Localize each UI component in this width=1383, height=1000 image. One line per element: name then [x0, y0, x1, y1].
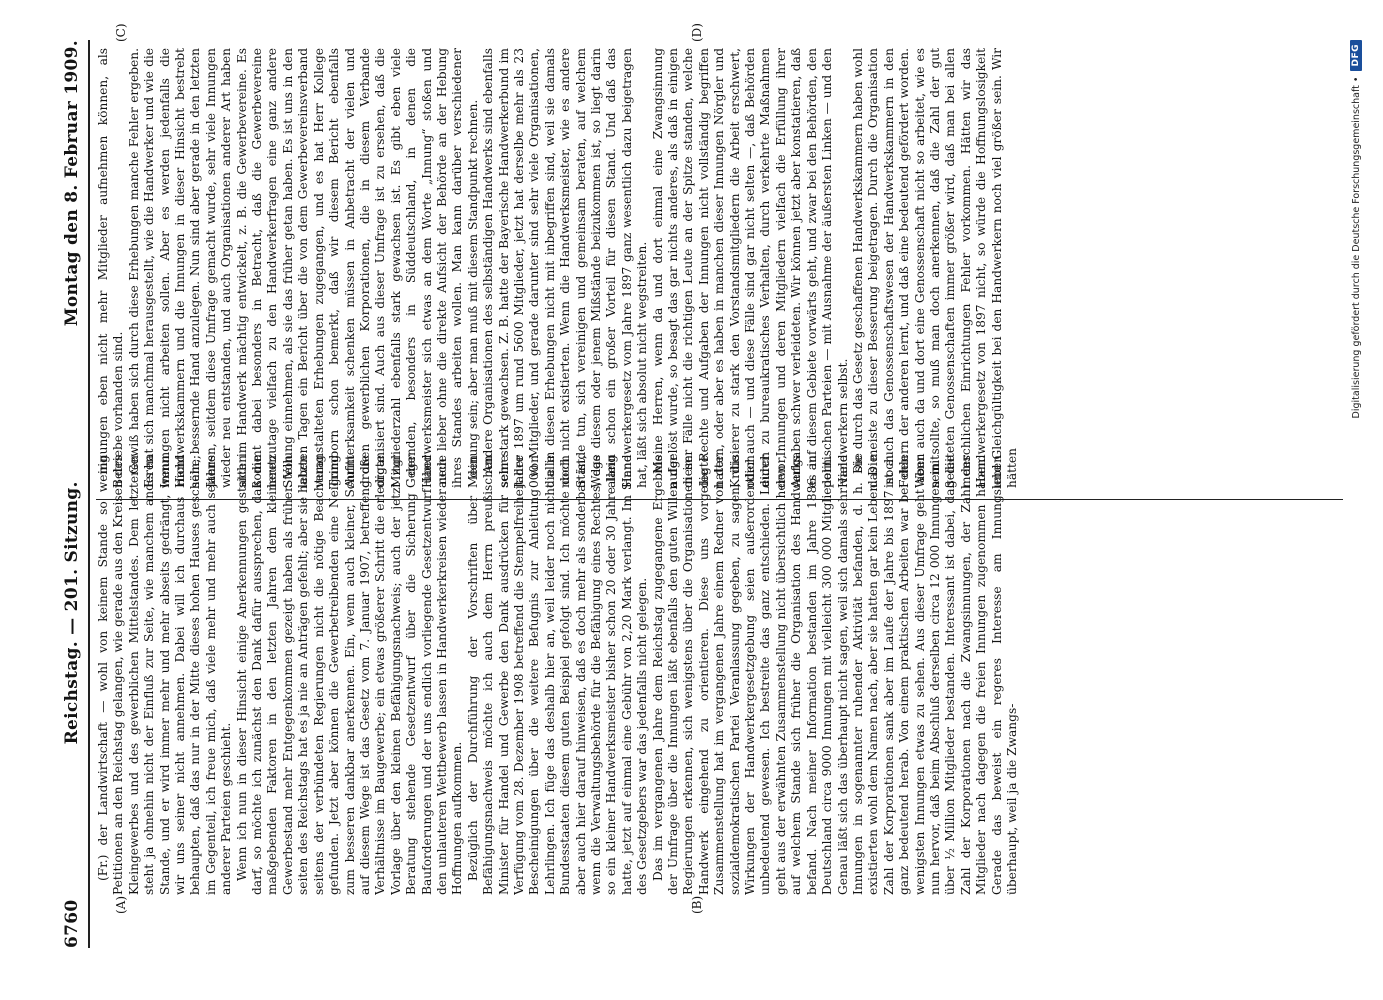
dfg-logo: DFG — [1350, 40, 1362, 71]
header-rule — [88, 40, 90, 948]
digitization-credit — [1348, 40, 1364, 940]
margin-marker-d: (D) — [690, 23, 704, 42]
paragraph: Meine Herren, wenn da und dort einmal eine Zwangsinnung aufgelöst wurde, so besagt das gar nichts anderes, als daß in einigen dieser Fälle nicht die richtigen Leute an der Spitze standen, welche die Rechte und Aufgaben der Innungen nicht vollständig begriffen hatten, oder aber es haben in manchen dieser Innungen Nörgler und Kritisierer zu stark den Vorstandsmitgliedern die Arbeit erschwert, oder auch — und diese Fälle sind gar nicht selten —, daß Behörden durch zu bureaukratisches Verhalten, durch verkehrte Maßnahmen den Innungen und deren Mitgliedern vielfach die Erfüllung ihrer Aufgaben schwer verleideten. Wir können jetzt aber konstatieren, daß es auf diesem Gebiete vorwärts geht, und zwar bei den Behörden, den politischen Parteien — mit Ausnahme der äußersten Linken — und den Handwerkern selbst. — [650, 48, 850, 488]
left-text-column — [96, 455, 1343, 895]
paragraph: Das im vergangenen Jahre dem Reichstag zugegangene Ergebnis der Umfrage über die Innungen läßt ebenfalls den guten Willen der Regierungen erkennen, sich wenigstens über die Organisationen im Handwerk eingehend zu orientieren. Diese uns vorgelegte Zusammenstellung hat im vergangenen Jahre einem Redner von der sozialdemokratischen Partei Veranlassung gegeben, zu sagen, die Wirkungen der Handwerkergesetzgebung seien außerordentlich unbedeutend gewesen. Ich bestreite das ganz entschieden. Leider geht aus der erwähnten Zusammenstellung nicht übersichtlich hervor, auf welchem Stande sich früher die Organisation des Handwerks befand. Nach meiner Information bestanden im Jahre 1886 in Deutschland circa 9000 Innungen mit vielleicht 300 000 Mitgliedern. Genau läßt sich das überhaupt nicht sagen, weil sich damals sehr viele Innungen in sogenannter ruhender Aktivität befanden, d. h. sie existierten wohl dem Namen nach, aber sie hatten gar kein Leben. Die Zahl der Korporationen sank aber im Laufe der Jahre bis 1897 noch ganz bedeutend herab. Von einem praktischen Arbeiten war bei den wenigsten Innungen etwas zu sehen. Aus dieser Umfrage geht aber nun hervor, daß beim Abschluß derselben circa 12 000 Innungen mit über ½ Million Mitglieder bestanden. Interessant ist dabei, daß die Zahl der Korporationen nach die Zwangsinnungen, der Zahl der Mitglieder nach dagegen die freien Innungen zugenommen haben. Gerade das beweist ein regeres Interesse am Innungsleben überhaupt, weil ja die Zwangs- — [650, 455, 1019, 895]
paragraph: Die durch das Gesetz geschaffenen Handwerkskammern haben wohl das meiste zu dieser Besserung beigetragen. Durch die Organisation ist auch das Genossenschaftswesen der Handwerkskammern in den Fehlern der anderen lernt, und daß eine bedeutend gefördert worden. Wenn auch da und dort eine Genossenschaft nicht so arbeitet, wie es sein sollte, so muß man doch anerkennen, daß die Zahl der gut geleiteten Genossenschaften immer größer wird, daß man bei allen menschlichen Einrichtungen Fehler vorkommen. Hätten wir das Handwerkergesetz von 1897 nicht, so würde die Hoffnungslosigkeit und Gleichgültigkeit bei den Handwerkern noch viel größer sein. Wir hätten — [850, 48, 1019, 488]
paragraph: (Fr.) der Landwirtschaft — wohl von keinem Stande so wenig Petitionen an den Reichstag gelangen, wie gerade aus den Kreisen des Kleingewerbes und des gewerblichen Mittelstandes. Dem letzteren steht ja ohnehin nicht der Einfluß zur Seite, wie manchem anderen Stande, und er wird immer mehr und mehr abseits gedrängt, wenn wir uns seiner nicht annehmen. Dabei will ich durchaus nicht behaupten, daß das nur in der Mitte dieses hohen Hauses geschähe; im Gegenteil, ich freue mich, daß viele mehr und mehr auch seitens anderer Parteien geschieht. — [96, 455, 234, 895]
session-title: Reichstag. — 201. Sitzung. — [62, 481, 82, 745]
running-header — [62, 40, 88, 948]
paragraph: Wenn ich nun in dieser Hinsicht einige Anerkennungen gestatten darf, so möchte ich zunächst den Dank dafür aussprechen, daß die maßgebenden Faktoren in den letzten Jahren dem kleineren Gewerbestand mehr Entgegenkommen gezeigt haben als früher. Von seiten des Reichstags hat es ja nie an Anträgen gefehlt; aber sie haben seitens der verbündeten Regierungen nicht die nötige Beachtung gefunden. Jetzt aber können die Gewerbetreibenden eine Neigung zum besseren dankbar anerkennen. Ein, wenn auch kleiner, Schritt auf diesem Wege ist das Gesetz vom 7. Januar 1907, betreffend die Verhältnisse im Baugewerbe; ein etwas größerer Schritt die erledigte Vorlage über den kleinen Befähigungsnachweis; auch der jetzt zur Beratung stehende Gesetzentwurf über die Sicherung der Bauforderungen und der uns endlich vorliegende Gesetzentwurf über den unlauteren Wettbewerb lassen in Handwerkerkreisen wieder neue Hoffnungen aufkommen. — [234, 455, 465, 895]
paragraph: innungen eben nicht mehr Mitglieder aufnehmen können, als Betriebe vorhanden sind. — [96, 48, 126, 488]
margin-marker-b: (B) — [690, 895, 704, 914]
credit-text: Digitalisierung gefördert durch die Deutsche Forschungsgemeinschaft • — [1350, 76, 1362, 419]
paragraph: Andere Organisationen des selbständigen Handwerks sind ebenfalls sehr stark gewachsen. Z. B. hatte der Bayerische Handwerkerbund im Jahre 1897 um rund 5600 Mitglieder, jetzt hat derselbe mehr als 23 000 Mitglieder, und gerade darunter sind sehr viele Organisationen, die in diesen Erhebungen nicht mit inbegriffen sind, weil sie damals noch nicht existierten. Wenn die Handwerksmeister, wie es andere Stände tun, sich vereinigen und gemeinsam beraten, auf welchem Wege diesem oder jenem Mißstände beizukommen ist, so liegt darin allein schon ein großer Vorteil für diesen Stand. Und daß das Handwerkergesetz vom Jahre 1897 ganz wesentlich dazu beigetragen hat, läßt sich absolut nicht wegstreiten. — [481, 48, 650, 488]
margin-marker-a: (A) — [114, 895, 128, 914]
session-date: Montag den 8. Februar 1909. — [62, 40, 82, 327]
page-number: 6760 — [62, 899, 82, 948]
margin-marker-c: (C) — [114, 23, 128, 42]
paragraph: Gewiß haben sich durch diese Erhebungen manche Fehler ergeben. Es hat sich manchmal herausgestellt, wie die Handwerker und wie die Innungen nicht arbeiten sollen. Aber es werden jedenfalls die Handwerkskammern und die Innungen in dieser Hinsicht bestrebt sein, bessernde Hand anzulegen. Nun sind aber gerade in den letzten Jahren, seitdem diese Umfrage gemacht wurde, sehr viele Innungen wieder neu entstanden, und auch Organisationen anderer Art haben sich im Handwerk mächtig entwickelt, z. B. die Gewerbevereine. Es kommt dabei besonders in Betracht, daß die Gewerbevereine heutzutage vielfach zu den Handwerkerfragen eine ganz andere Stellung einnehmen, als sie das früher getan haben. Es ist uns in den letzten Tagen ein Bericht über die von dem Gewerbevereinsverband veranstalteten Erhebungen zugegangen, und es hat Herr Kollege Trimborn schon bemerkt, daß wir diesem Bericht ebenfalls Aufmerksamkeit schenken müssen in Anbetracht der vielen und großen gewerblichen Korporationen, die in diesem Verbande organisiert sind. Auch aus dieser Umfrage ist zu ersehen, daß die Mitgliederzahl ebenfalls stark gewachsen ist. Es gibt eben viele Gegenden, besonders in Süddeutschland, in denen die Handwerksmeister sich etwas an dem Worte „Innung“ stoßen und auch lieber ohne die direkte Aufsicht der Behörde an der Hebung ihres Standes arbeiten wollen. Man kann darüber verschiedener Meinung sein; aber man muß mit diesem Standpunkt rechnen. — [126, 48, 480, 488]
column-divider — [96, 499, 1343, 500]
paragraph: Bezüglich der Durchführung der Vorschriften über den Befähigungsnachweis möchte ich auch dem Herrn preußischen Minister für Handel und Gewerbe den Dank ausdrücken für seine Verfügung vom 28. Dezember 1908 betreffend die Stempelfreiheit der Bescheinigungen über die weitere Befugnis zur Anleitung von Lehrlingen. Ich füge das deshalb hier an, weil leider noch nicht alle Bundesstaaten diesem guten Beispiel gefolgt sind. Ich möchte doch aber auch hier darauf hinweisen, daß es doch mehr als sonderbar ist, wenn die Verwaltungsbehörde für die Befähigung eines Rechtes, das so ein kleiner Handwerksmeister bisher schon 20 oder 30 Jahre lang hatte, jetzt auf einmal eine Gebühr von 2,20 Mark verlangt. Im Sinne des Gesetzgebers war das jedenfalls nicht gelegen. — [465, 455, 650, 895]
right-text-column — [96, 48, 1343, 488]
